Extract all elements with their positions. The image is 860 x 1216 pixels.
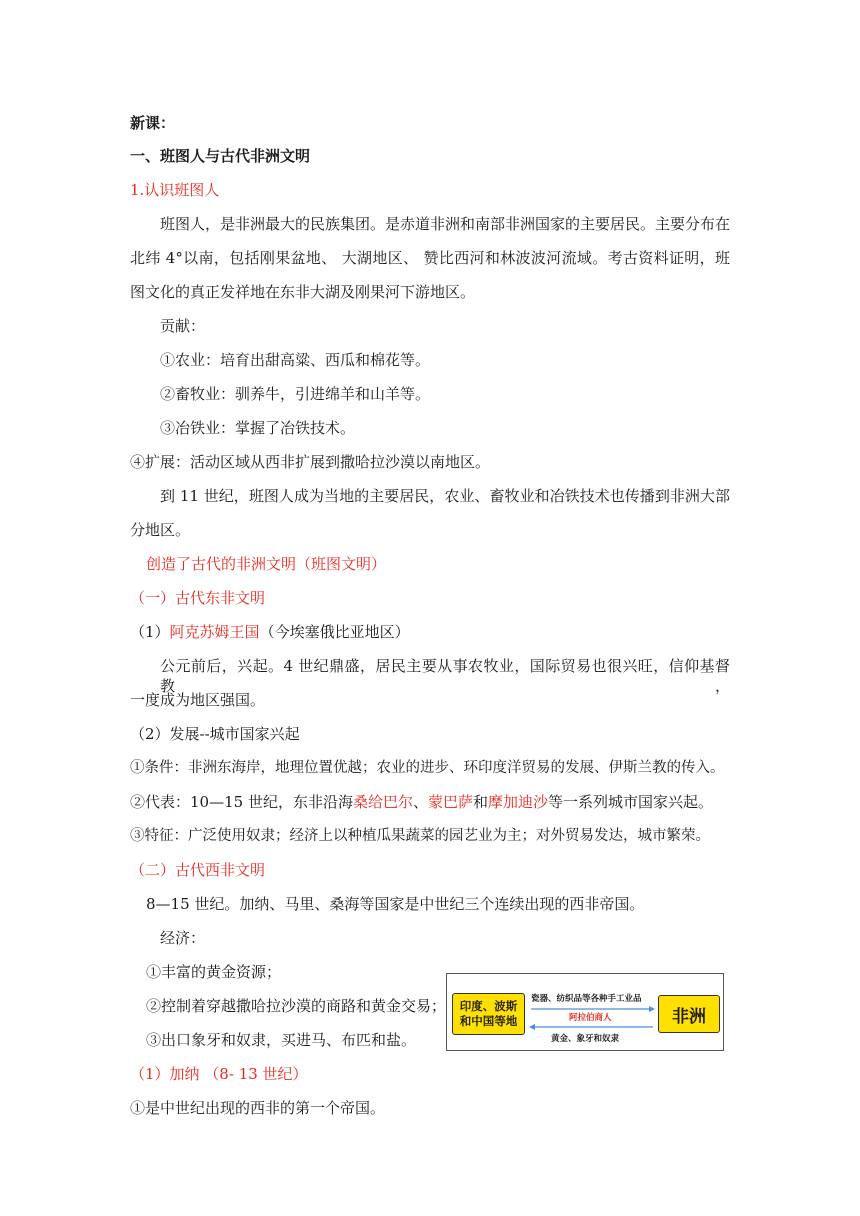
rep-sep1: 、 [412, 793, 428, 811]
bantu-intro-line2: 北纬 4°以南，包括刚果盆地、 大湖地区、 赞比西河和林波波河流域。考古资料证明，班 [130, 249, 730, 267]
city-mogadishu: 摩加迪沙 [488, 793, 549, 811]
section-title: 一、班图人与古代非洲文明 [130, 147, 311, 165]
city-zanzibar: 桑给巴尔 [352, 793, 413, 811]
created-civilization: 创造了古代的非洲文明（班图文明） [146, 555, 387, 573]
rep-suffix: 等一系列城市国家兴起。 [548, 793, 714, 811]
aksum-suffix: （今埃塞俄比亚地区） [259, 623, 410, 641]
contribution-agriculture: ①农业：培育出甜高粱、西瓜和棉花等。 [160, 351, 431, 369]
trade-diagram-right-box: 非洲 [658, 995, 720, 1033]
left-box-line1: 印度、波斯 [459, 999, 518, 1013]
subsection-title: 1.认识班图人 [130, 181, 220, 199]
west-africa-title: （二）古代西非文明 [130, 861, 266, 879]
contribution-husbandry: ②畜牧业：驯养牛，引进绵羊和山羊等。 [160, 385, 431, 403]
ghana-title: （1）加纳 （8- 13 世纪） [130, 1065, 308, 1083]
aksum-line [130, 622, 410, 642]
trade-diagram-left-box [452, 993, 525, 1035]
city-mombasa: 蒙巴萨 [427, 793, 473, 811]
bantu-intro-line1: 班图人，是非洲最大的民族集团。是赤道非洲和南部非洲国家的主要居民。主要分布在 [160, 215, 731, 233]
trade-diagram [446, 973, 724, 1051]
century-11-line2: 分地区。 [130, 521, 191, 539]
contribution-iron: ③冶铁业：掌握了冶铁技术。 [160, 419, 356, 437]
economy-exports: ③出口象牙和奴隶，买进马、布匹和盐。 [146, 1031, 417, 1049]
arrow-left-icon [529, 1023, 655, 1031]
aksum-name: 阿克苏姆王国 [169, 623, 260, 641]
aksum-prefix: （1） [130, 623, 170, 641]
economy-label: 经济： [160, 929, 206, 947]
left-box-line2: 和中国等地 [459, 1014, 518, 1028]
development-conditions: ①条件：非洲东海岸，地理位置优越；农业的进步、环印度洋贸易的发展、伊斯兰教的传入。 [130, 760, 725, 776]
west-africa-intro: 8—15 世纪。加纳、马里、桑海等国家是中世纪三个连续出现的西非帝国。 [146, 895, 645, 913]
trade-bottom-label: 黄金、象牙和奴隶 [551, 1034, 620, 1044]
aksum-desc-line1: 公元前后，兴起。4 世纪鼎盛，居民主要从事农牧业，国际贸易也很兴旺，信仰基督教， [160, 657, 730, 695]
development-features: ③特征：广泛使用奴隶；经济上以种植瓜果蔬菜的园艺业为主；对外贸易发达，城市繁荣。 [130, 828, 710, 844]
rep-sep2: 和 [473, 793, 489, 811]
ghana-first-empire: ①是中世纪出现的西非的第一个帝国。 [130, 1099, 386, 1117]
economy-gold: ①丰富的黄金资源； [146, 963, 282, 981]
development-representatives [130, 792, 713, 812]
trade-middle-label: 阿拉伯商人 [569, 1013, 612, 1023]
east-africa-title: （一）古代东非文明 [130, 589, 266, 607]
contributions-label: 贡献： [160, 317, 206, 335]
trade-top-label: 瓷器、纺织品等各种手工业品 [531, 994, 642, 1004]
economy-trade-routes: ②控制着穿越撒哈拉沙漠的商路和黄金交易； [146, 997, 447, 1015]
aksum-desc-line2: 一度成为地区强国。 [130, 691, 266, 709]
century-11-line1: 到 11 世纪，班图人成为当地的主要居民，农业、畜牧业和冶铁技术也传播到非洲大部 [160, 487, 730, 505]
bantu-intro-line3: 图文化的真正发祥地在东非大湖及刚果河下游地区。 [130, 283, 476, 301]
heading-new-lesson: 新课： [130, 114, 176, 132]
development-title: （2）发展--城市国家兴起 [130, 725, 300, 743]
contribution-expansion: ④扩展：活动区域从西非扩展到撒哈拉沙漠以南地区。 [130, 453, 491, 471]
rep-prefix: ②代表：10—15 世纪，东非沿海 [130, 793, 353, 811]
